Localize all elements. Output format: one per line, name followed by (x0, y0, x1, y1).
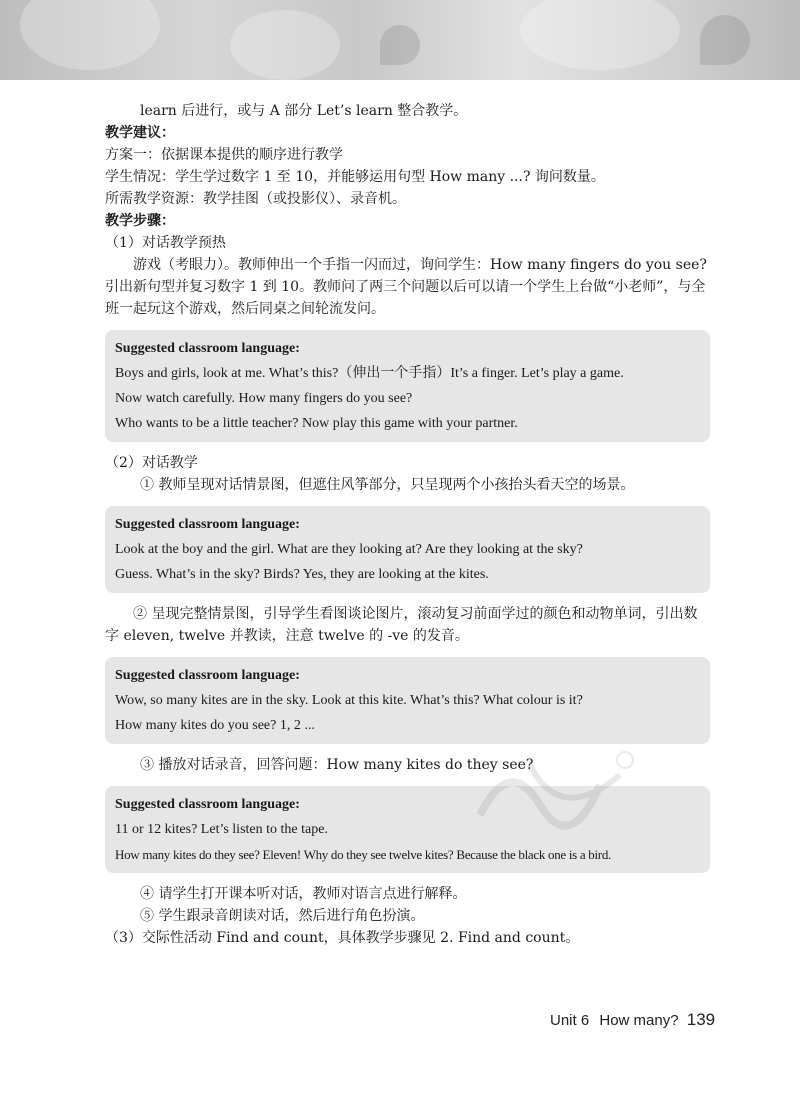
watermark-stroke (530, 765, 620, 798)
footer-title: How many? (599, 1012, 679, 1029)
step3-title: （3）交际性活动 Find and count，具体教学步骤见 2. Find and count。 (105, 930, 580, 946)
watermark-stroke (480, 782, 600, 826)
box-line: Boys and girls, look at me. What’s this?（伸出一个手指）It’s a finger. Let’s play a game. (115, 366, 624, 381)
step2-item-3: ③ 播放对话录音，回答问题：How many kites do they see? (140, 757, 534, 773)
publisher-watermark (470, 745, 640, 835)
box-title: Suggested classroom language: (115, 797, 300, 812)
box-line: 11 or 12 kites? Let’s listen to the tape. (115, 822, 328, 837)
page-number: 139 (686, 1010, 716, 1029)
banner-decoration (20, 0, 160, 70)
box-title: Suggested classroom language: (115, 668, 300, 683)
box-line: Now watch carefully. How many fingers do you see? (115, 391, 413, 406)
resources: 所需教学资源：教学挂图（或投影仪）、录音机。 (105, 191, 406, 207)
step2-item-4: ④ 请学生打开课本听对话，教师对语言点进行解释。 (140, 886, 467, 902)
banner-decoration (380, 25, 420, 65)
heading-steps: 教学步骤： (105, 213, 175, 229)
footer-unit: Unit 6 (550, 1012, 590, 1029)
box-title: Suggested classroom language: (115, 341, 300, 356)
box-line: How many kites do they see? Eleven! Why do they see twelve kites? Because the black one is a bird. (115, 847, 611, 862)
box-line: Guess. What’s in the sky? Birds? Yes, they are looking at the kites. (115, 567, 489, 582)
student-situation: 学生情况：学生学过数字 1 至 10，并能够运用句型 How many ...? 询问数量。 (105, 169, 605, 185)
registered-mark-icon (617, 752, 633, 768)
step2-title: （2）对话教学 (105, 455, 198, 471)
box-line: Look at the boy and the girl. What are they looking at? Are they looking at the sky? (115, 542, 583, 557)
step2-item-5: ⑤ 学生跟录音朗读对话，然后进行角色扮演。 (140, 908, 425, 924)
box-title: Suggested classroom language: (115, 517, 300, 532)
intro-line: learn 后进行，或与 A 部分 Let’s learn 整合教学。 (140, 103, 468, 119)
step1-title: （1）对话教学预热 (105, 235, 226, 251)
banner-decoration (520, 0, 680, 70)
page-footer (550, 1010, 715, 1030)
plan-one: 方案一：依据课本提供的顺序进行教学 (105, 147, 343, 163)
step2-item-1: ① 教师呈现对话情景图，但遮住风筝部分，只呈现两个小孩抬头看天空的场景。 (140, 477, 635, 493)
box-line: Who wants to be a little teacher? Now play this game with your partner. (115, 416, 518, 431)
box-line: How many kites do you see? 1, 2 ... (115, 718, 315, 733)
box-line: Wow, so many kites are in the sky. Look at this kite. What’s this? What colour is it? (115, 693, 583, 708)
banner-decoration (700, 15, 750, 65)
banner-decoration (230, 10, 340, 80)
header-banner (0, 0, 800, 80)
heading-suggestions: 教学建议： (105, 125, 175, 141)
classroom-language-box-3 (105, 657, 710, 744)
step2-item-2: ② 呈现完整情景图，引导学生看图谈论图片，滚动复习前面学过的颜色和动物单词，引出数字 eleven, twelve 并教读，注意 twelve 的 -ve 的发音。 (105, 606, 698, 644)
classroom-language-box-2 (105, 506, 710, 593)
step1-text: 游戏（考眼力）。教师伸出一个手指一闪而过，询问学生：How many fingers do you see? 引出新句型并复习数字 1 到 10。教师问了两三个问题以后可以请一个学生上台做“小老师”，与全班一起玩这个游戏，然后同桌之间轮流发问。 (105, 257, 707, 317)
classroom-language-box-1 (105, 330, 710, 442)
